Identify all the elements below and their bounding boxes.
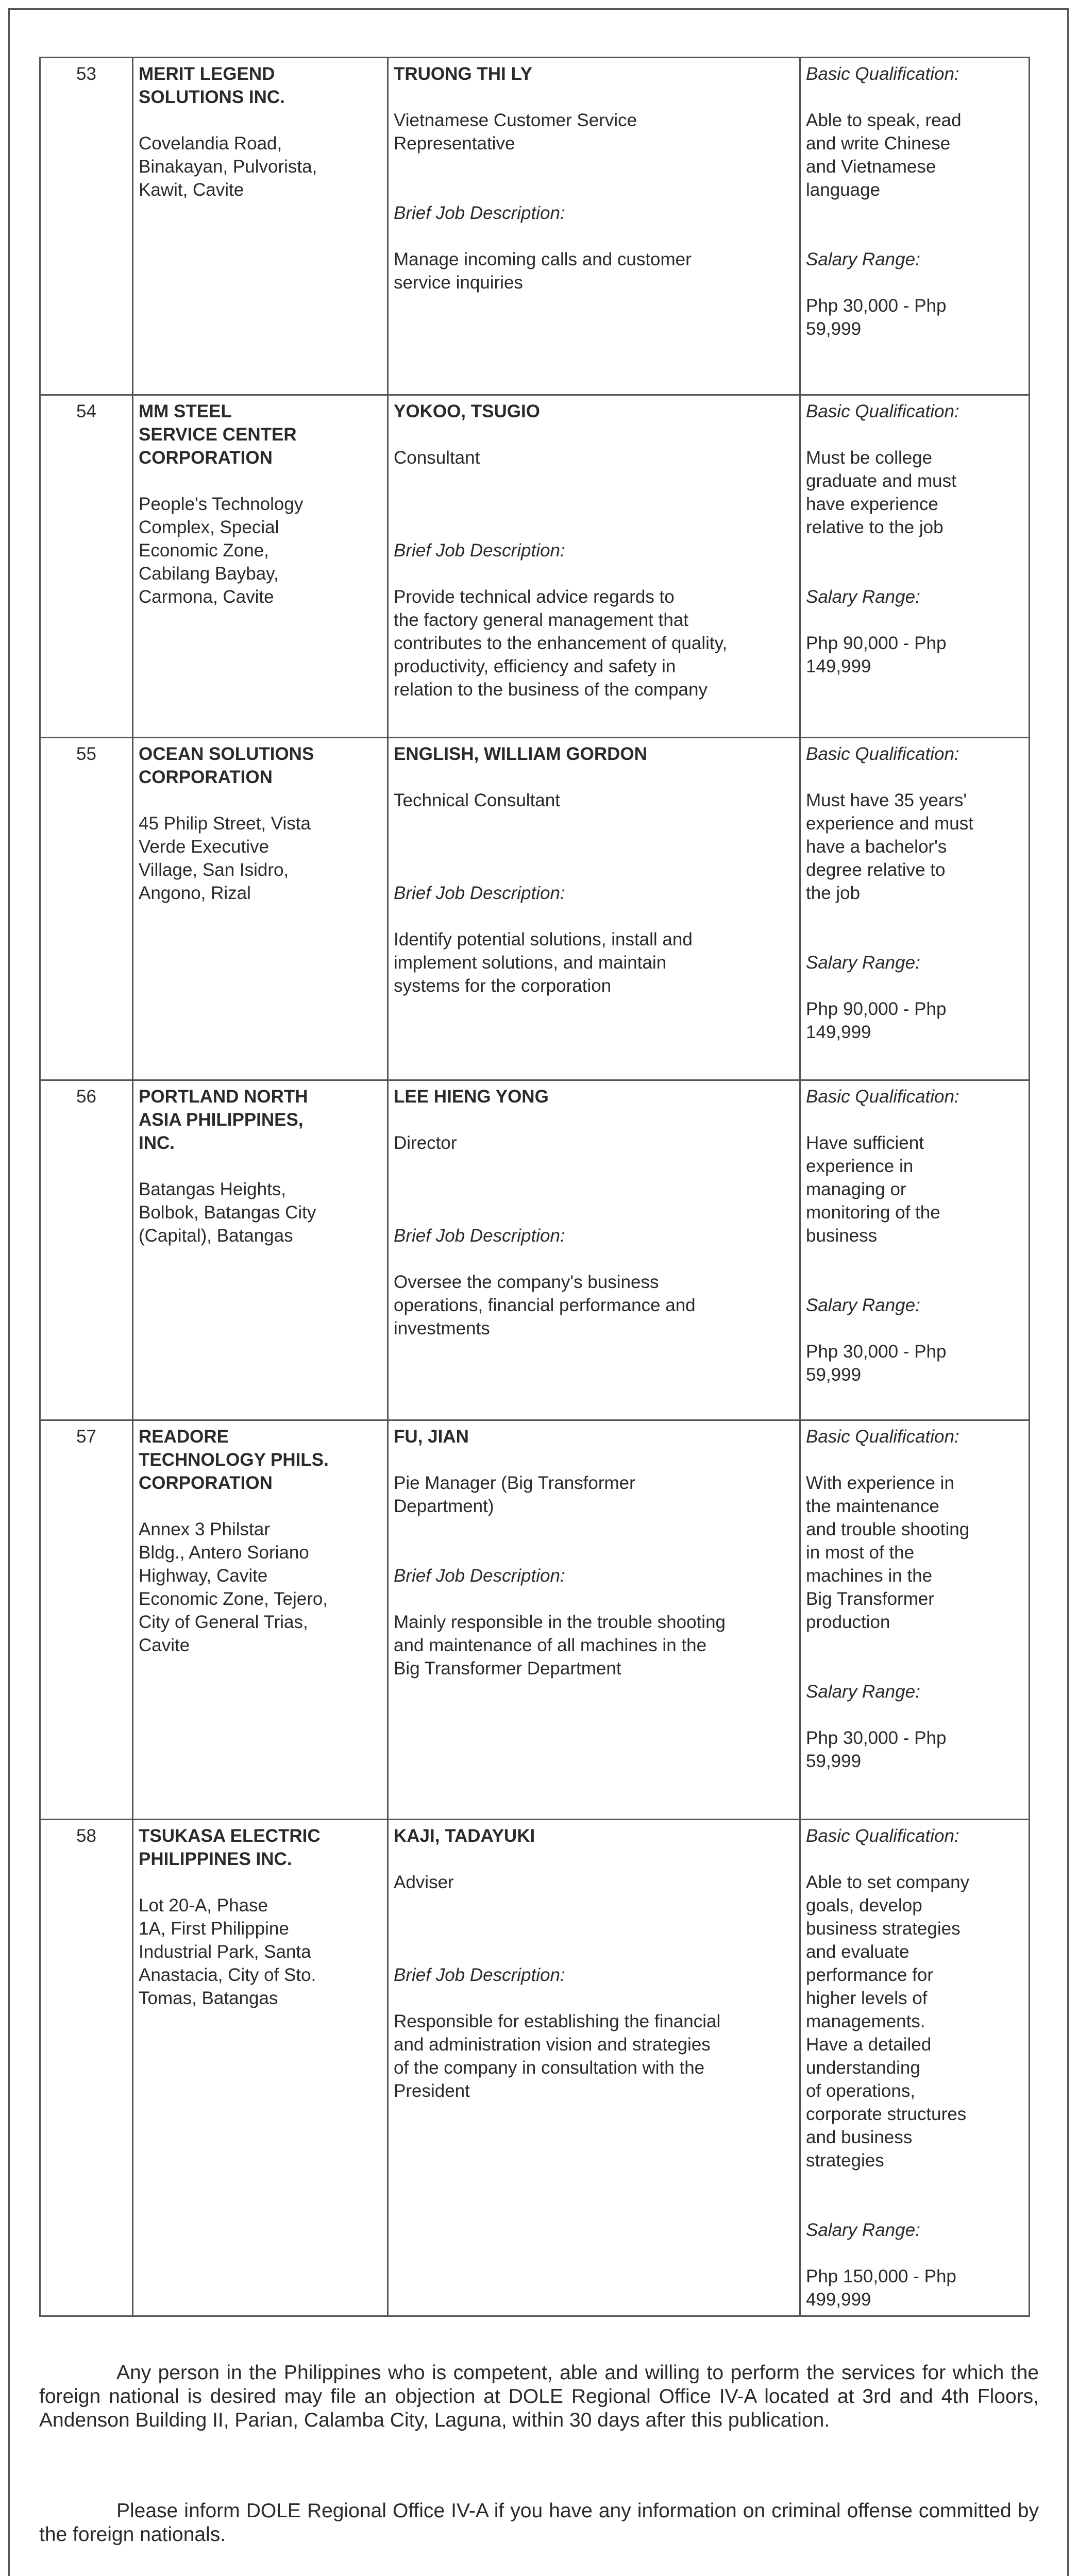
qualification-line: performance for — [806, 1965, 934, 1985]
company-address-line: People's Technology — [139, 494, 304, 514]
company-address-line: Binakayan, Pulvorista, — [139, 157, 317, 177]
spacer — [394, 1587, 794, 1611]
qualification-line: experience in — [806, 1156, 914, 1176]
qualification-line: higher levels of — [806, 1988, 928, 2008]
spacer — [394, 562, 794, 585]
qualification-cell — [800, 1420, 1030, 1820]
company-name-line: INC. — [139, 1133, 175, 1153]
salary-range-label: Salary Range: — [806, 249, 920, 269]
spacer — [139, 1155, 382, 1178]
qualification-line: Able to speak, read — [806, 110, 962, 130]
salary-range-line: Php 30,000 - Php — [806, 1728, 947, 1748]
company-name — [139, 1085, 382, 1155]
salary-range-label: Salary Range: — [806, 2220, 920, 2240]
spacer — [139, 109, 382, 132]
spacer — [806, 905, 1023, 951]
spacer — [806, 86, 1023, 109]
qualification — [806, 1871, 1023, 2172]
company-address-line: Lot 20-A, Phase — [139, 1895, 268, 1916]
company-address-line: Bolbok, Batangas City — [139, 1202, 316, 1223]
job-description-line: operations, financial performance and — [394, 1295, 696, 1315]
company-name-line: ASIA PHILIPPINES, — [139, 1110, 304, 1130]
qualification — [806, 1471, 1023, 1634]
salary-range-label: Salary Range: — [806, 1682, 920, 1702]
job-description-label: Brief Job Description: — [394, 1965, 565, 1985]
qualification-line: managements. — [806, 2011, 925, 2031]
company-address-line: Batangas Heights, — [139, 1179, 287, 1199]
job-description-line: Big Transformer Department — [394, 1658, 621, 1679]
company-address — [139, 1518, 382, 1657]
job-description-line: President — [394, 2081, 470, 2101]
job-description-line: the factory general management that — [394, 610, 689, 630]
job-description-line: Identify potential solutions, install and — [394, 929, 693, 950]
foreign-national-name: TRUONG THI LY — [394, 64, 532, 84]
company-cell — [133, 395, 388, 738]
qualification-line: and write Chinese — [806, 133, 951, 154]
salary-range-line: 59,999 — [806, 1751, 862, 1771]
job-description — [394, 248, 794, 294]
qualification-line: the maintenance — [806, 1496, 939, 1516]
job-position-line: Pie Manager (Big Transformer — [394, 1473, 635, 1493]
spacer — [394, 1108, 794, 1131]
qualification-line: business strategies — [806, 1919, 961, 1939]
company-name-line: OCEAN SOLUTIONS — [139, 744, 314, 764]
job-position — [394, 109, 794, 155]
information-notice-text: Please inform DOLE Regional Office IV-A if you have any information on criminal offense committed by the foreign nationals. — [39, 2500, 1039, 2546]
spacer — [806, 1247, 1023, 1294]
company-name-line: PHILIPPINES INC. — [139, 1849, 292, 1869]
company-name-line: PORTLAND NORTH — [139, 1087, 308, 1107]
job-description-label: Brief Job Description: — [394, 1226, 565, 1246]
job-description-label: Brief Job Description: — [394, 203, 565, 223]
company-name — [139, 400, 382, 469]
qualification-line: Have a detailed — [806, 2035, 932, 2055]
salary-range — [806, 997, 1023, 1044]
company-address-line: Anastacia, City of Sto. — [139, 1965, 316, 1985]
company-address — [139, 1894, 382, 2010]
qualification — [806, 446, 1023, 539]
company-name — [139, 742, 382, 789]
company-address-line: Village, San Isidro, — [139, 860, 289, 880]
salary-range — [806, 2265, 1023, 2311]
salary-range-line: 149,999 — [806, 1022, 871, 1042]
salary-range-line: Php 30,000 - Php — [806, 1342, 947, 1362]
entry-number: 56 — [40, 1080, 133, 1420]
job-position-line: Technical Consultant — [394, 790, 560, 810]
job-position-line: Director — [394, 1133, 457, 1153]
qualification-line: corporate structures — [806, 2104, 967, 2124]
foreign-national-cell — [388, 1080, 800, 1420]
job-position-line: Representative — [394, 133, 515, 154]
company-address — [139, 1178, 382, 1247]
spacer — [806, 201, 1023, 248]
qualification-line: have a bachelor's — [806, 837, 947, 857]
qualification-line: in most of the — [806, 1543, 915, 1563]
company-address-line: Complex, Special — [139, 517, 279, 537]
qualification-line: goals, develop — [806, 1895, 922, 1916]
foreign-national-name: FU, JIAN — [394, 1427, 469, 1447]
spacer — [394, 469, 794, 539]
table-row — [40, 1420, 1030, 1820]
spacer — [139, 469, 382, 493]
qualification-label: Basic Qualification: — [806, 744, 959, 764]
job-description — [394, 1611, 794, 1680]
salary-range-line: Php 150,000 - Php — [806, 2266, 956, 2286]
company-address-line: Kawit, Cavite — [139, 180, 244, 200]
spacer — [394, 905, 794, 928]
job-description — [394, 2010, 794, 2103]
company-address-line: 45 Philip Street, Vista — [139, 814, 311, 834]
spacer — [394, 1247, 794, 1270]
foreign-national-cell — [388, 395, 800, 738]
company-name-line: MM STEEL — [139, 401, 232, 421]
foreign-national-name: ENGLISH, WILLIAM GORDON — [394, 744, 647, 764]
qualification-line: monitoring of the — [806, 1202, 940, 1223]
company-address-line: Industrial Park, Santa — [139, 1942, 311, 1962]
qualification-line: machines in the — [806, 1566, 933, 1586]
job-description-label: Brief Job Description: — [394, 883, 565, 903]
company-cell — [133, 1080, 388, 1420]
company-name-line: CORPORATION — [139, 767, 273, 787]
qualification-line: have experience — [806, 494, 938, 514]
spacer — [394, 1987, 794, 2010]
qualification-line: Have sufficient — [806, 1133, 924, 1153]
objection-notice — [39, 2361, 1039, 2432]
qualification-line: and business — [806, 2127, 913, 2147]
entry-number: 57 — [40, 1420, 133, 1820]
salary-range-line: 499,999 — [806, 2290, 871, 2310]
job-position-line: Department) — [394, 1496, 494, 1516]
job-description — [394, 585, 794, 701]
job-description — [394, 1270, 794, 1340]
table-row — [40, 58, 1030, 395]
qualification — [806, 109, 1023, 201]
company-address-line: Bldg., Antero Soriano — [139, 1543, 309, 1563]
spacer — [806, 1108, 1023, 1131]
job-position — [394, 789, 794, 812]
spacer — [139, 1871, 382, 1894]
spacer — [806, 423, 1023, 446]
job-position — [394, 1871, 794, 1894]
entry-number: 58 — [40, 1820, 133, 2316]
qualification-line: degree relative to — [806, 860, 946, 880]
table-row — [40, 395, 1030, 738]
spacer — [806, 2172, 1023, 2218]
job-description-line: productivity, efficiency and safety in — [394, 656, 676, 676]
salary-range-line: 149,999 — [806, 656, 871, 676]
salary-range-line: Php 90,000 - Php — [806, 999, 947, 1019]
company-cell — [133, 58, 388, 395]
qualification-line: and Vietnamese — [806, 157, 936, 177]
company-name — [139, 1425, 382, 1495]
spacer — [806, 766, 1023, 789]
qualification-line: experience and must — [806, 814, 973, 834]
company-address-line: Carmona, Cavite — [139, 587, 274, 607]
spacer — [394, 1155, 794, 1224]
company-address — [139, 132, 382, 201]
job-description-line: Manage incoming calls and customer — [394, 249, 692, 269]
job-position-line: Consultant — [394, 448, 480, 468]
company-name-line: SOLUTIONS INC. — [139, 87, 285, 107]
company-address — [139, 493, 382, 608]
spacer — [394, 86, 794, 109]
job-description-line: service inquiries — [394, 273, 523, 293]
job-description-line: Mainly responsible in the trouble shooting — [394, 1612, 726, 1632]
company-name-line: SERVICE CENTER — [139, 425, 297, 445]
qualification — [806, 789, 1023, 905]
spacer — [806, 1317, 1023, 1340]
spacer — [806, 608, 1023, 632]
spacer — [806, 1703, 1023, 1726]
spacer — [806, 974, 1023, 997]
company-address-line: (Capital), Batangas — [139, 1226, 293, 1246]
job-description — [394, 928, 794, 997]
spacer — [394, 155, 794, 201]
table-row — [40, 738, 1030, 1080]
company-address-line: Covelandia Road, — [139, 133, 282, 154]
qualification-line: of operations, — [806, 2081, 916, 2101]
job-position-line: Vietnamese Customer Service — [394, 110, 637, 130]
qualification-line: relative to the job — [806, 517, 944, 537]
qualification-line: With experience in — [806, 1473, 954, 1493]
entry-number: 54 — [40, 395, 133, 738]
foreign-national-cell — [388, 738, 800, 1080]
foreign-national-name: YOKOO, TSUGIO — [394, 401, 540, 421]
company-name-line: READORE — [139, 1427, 229, 1447]
qualification-line: language — [806, 180, 881, 200]
qualification-label: Basic Qualification: — [806, 64, 959, 84]
spacer — [139, 1495, 382, 1518]
qualification-cell — [800, 58, 1030, 395]
qualification — [806, 1131, 1023, 1247]
company-name-line: CORPORATION — [139, 1473, 273, 1493]
job-description-line: systems for the corporation — [394, 976, 612, 996]
entry-number: 53 — [40, 58, 133, 395]
salary-range-line: Php 30,000 - Php — [806, 296, 947, 316]
company-address — [139, 812, 382, 905]
qualification-cell — [800, 1080, 1030, 1420]
spacer — [394, 812, 794, 882]
company-address-line: Tomas, Batangas — [139, 1988, 278, 2008]
company-address-line: 1A, First Philippine — [139, 1919, 289, 1939]
company-address-line: Annex 3 Philstar — [139, 1519, 270, 1539]
qualification-line: understanding — [806, 2058, 920, 2078]
foreign-national-cell — [388, 1420, 800, 1820]
qualification-line: managing or — [806, 1179, 906, 1199]
job-description-line: and administration vision and strategies — [394, 2035, 711, 2055]
entry-number: 55 — [40, 738, 133, 1080]
qualification-label: Basic Qualification: — [806, 1427, 959, 1447]
company-address-line: Verde Executive — [139, 837, 269, 857]
company-name-line: TECHNOLOGY PHILS. — [139, 1450, 329, 1470]
foreign-national-cell — [388, 58, 800, 395]
information-notice — [39, 2499, 1039, 2547]
foreign-national-name: KAJI, TADAYUKI — [394, 1826, 535, 1846]
spacer — [139, 789, 382, 812]
objection-notice-text: Any person in the Philippines who is competent, able and willing to perform the services for which the foreign national is desired may file an objection at DOLE Regional Office IV-A located at 3rd and 4th Floors, Andenson Building II, Parian, Calamba City, Laguna, within 30 days after this publication. — [39, 2362, 1039, 2431]
job-description-line: Oversee the company's business — [394, 1272, 659, 1292]
qualification-line: the job — [806, 883, 861, 903]
qualification-cell — [800, 395, 1030, 738]
salary-range-label: Salary Range: — [806, 1295, 920, 1315]
job-position — [394, 446, 794, 469]
company-address-line: Economic Zone, Tejero, — [139, 1589, 328, 1609]
spacer — [394, 766, 794, 789]
qualification-cell — [800, 1820, 1030, 2316]
table-row — [40, 1080, 1030, 1420]
salary-range-label: Salary Range: — [806, 953, 920, 973]
salary-range — [806, 1340, 1023, 1386]
qualification-line: and trouble shooting — [806, 1519, 970, 1539]
company-address-line: Cavite — [139, 1635, 190, 1655]
spacer — [806, 1848, 1023, 1871]
job-listing-table — [39, 57, 1030, 2317]
company-name-line: CORPORATION — [139, 448, 273, 468]
job-description-line: of the company in consultation with the — [394, 2058, 705, 2078]
qualification-label: Basic Qualification: — [806, 1826, 959, 1846]
job-description-line: relation to the business of the company — [394, 680, 708, 700]
job-description-line: implement solutions, and maintain — [394, 953, 667, 973]
salary-range-line: Php 90,000 - Php — [806, 633, 947, 653]
spacer — [806, 2242, 1023, 2265]
spacer — [394, 423, 794, 446]
salary-range — [806, 632, 1023, 678]
job-description-line: and maintenance of all machines in the — [394, 1635, 707, 1655]
qualification-line: strategies — [806, 2150, 884, 2171]
spacer — [394, 1894, 794, 1963]
qualification-line: Must have 35 years' — [806, 790, 967, 810]
table-row — [40, 1820, 1030, 2316]
spacer — [806, 539, 1023, 585]
spacer — [394, 1448, 794, 1471]
company-address-line: Highway, Cavite — [139, 1566, 268, 1586]
salary-range-line: 59,999 — [806, 319, 862, 339]
company-name-line: TSUKASA ELECTRIC — [139, 1826, 321, 1846]
company-address-line: Economic Zone, — [139, 540, 269, 561]
qualification-line: Must be college — [806, 448, 933, 468]
job-description-line: Responsible for establishing the financial — [394, 2011, 721, 2031]
foreign-national-name: LEE HIENG YONG — [394, 1087, 549, 1107]
spacer — [806, 1448, 1023, 1471]
qualification-cell — [800, 738, 1030, 1080]
job-description-line: Provide technical advice regards to — [394, 587, 675, 607]
qualification-line: production — [806, 1612, 890, 1632]
company-address-line: City of General Trias, — [139, 1612, 308, 1632]
salary-range-label: Salary Range: — [806, 587, 920, 607]
job-description-label: Brief Job Description: — [394, 1566, 565, 1586]
job-position — [394, 1471, 794, 1518]
qualification-line: business — [806, 1226, 878, 1246]
company-cell — [133, 1420, 388, 1820]
qualification-label: Basic Qualification: — [806, 1087, 959, 1107]
company-address-line: Cabilang Baybay, — [139, 564, 279, 584]
company-cell — [133, 738, 388, 1080]
salary-range — [806, 1726, 1023, 1773]
company-name-line: MERIT LEGEND — [139, 64, 275, 84]
qualification-line: and evaluate — [806, 1942, 909, 1962]
company-cell — [133, 1820, 388, 2316]
spacer — [394, 1848, 794, 1871]
spacer — [806, 1634, 1023, 1680]
job-description-label: Brief Job Description: — [394, 540, 565, 561]
salary-range-line: 59,999 — [806, 1365, 862, 1385]
salary-range — [806, 294, 1023, 341]
job-description-line: contributes to the enhancement of quality, — [394, 633, 728, 653]
qualification-line: Big Transformer — [806, 1589, 934, 1609]
qualification-line: Able to set company — [806, 1872, 970, 1892]
job-position — [394, 1131, 794, 1155]
job-description-line: investments — [394, 1318, 490, 1338]
spacer — [394, 225, 794, 248]
company-name — [139, 62, 382, 109]
qualification-line: graduate and must — [806, 471, 956, 491]
qualification-label: Basic Qualification: — [806, 401, 959, 421]
job-position-line: Adviser — [394, 1872, 454, 1892]
spacer — [806, 271, 1023, 294]
foreign-national-cell — [388, 1820, 800, 2316]
company-address-line: Angono, Rizal — [139, 883, 251, 903]
spacer — [394, 1518, 794, 1564]
company-name — [139, 1824, 382, 1871]
